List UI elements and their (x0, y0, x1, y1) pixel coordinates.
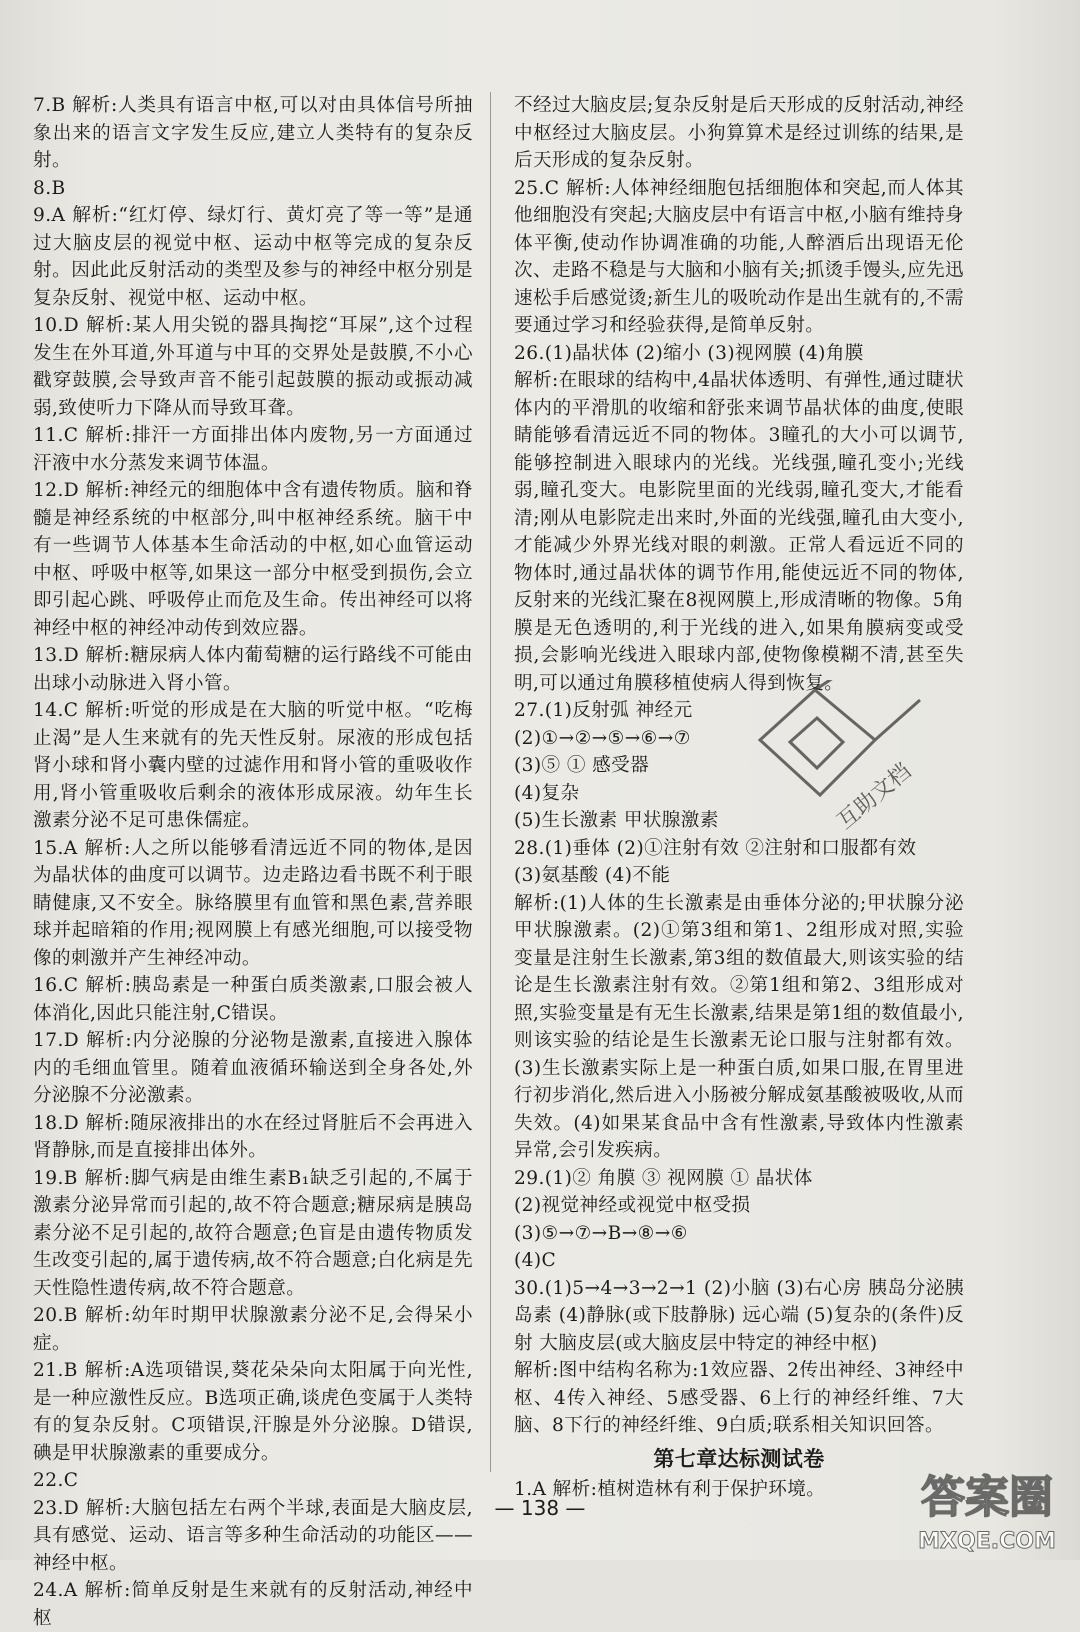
watermark-stamp-icon (735, 680, 935, 850)
stamp-text: 互助文档 (832, 758, 917, 835)
answer-item: 21.B 解析:A选项错误,葵花朵朵向太阳属于向光性,是一种应激性反应。B选项正确,谈虎色变属于人类特有的复杂反射。C项错误,汗腺是外分泌腺。D错误,碘是甲状腺激素的重要成分。 (33, 1360, 473, 1464)
answer-item: 25.C 解析:人体神经细胞包括细胞体和突起,而人体其他细胞没有突起;大脑皮层中有语言中枢,小脑有维持身体平衡,使动作协调准确的功能,人醉酒后出现语无伦次、走路不稳是与大脑和小脑有关;抓烫手馒头,应先迅速松手后感觉烫;新生儿的吸吮动作是出生就有的,不需要通过学习和经验获得,是简单反射。 (514, 177, 964, 336)
answer-item: 30.(1)5→4→3→2→1 (2)小脑 (3)右心房 胰岛分泌胰岛素 (4)静脉(或下肢静脉) 远心端 (5)复杂的(条件)反射 大脑皮层(或大脑皮层中特定的神经中枢) (514, 1277, 964, 1354)
chapter-title: 第七章达标测试卷 (653, 1446, 825, 1471)
answer-item: (4)C (514, 1250, 557, 1271)
answer-item: (5)生长激素 甲状腺激素 (514, 810, 719, 831)
answer-item: 29.(1)② 角膜 ③ 视网膜 ① 晶状体 (514, 1167, 813, 1189)
answer-item: (3)⑤→⑦→B→⑧→⑥ (514, 1222, 688, 1244)
answer-item: 解析:在眼球的结构中,4晶状体透明、有弹性,通过睫状体内的平滑肌的收缩和舒张来调节晶状体的曲度,使眼睛能够看清远近不同的物体。3瞳孔的大小可以调节,能够控制进入眼球内的光线。光线强,瞳孔变小;光线弱,瞳孔变大。电影院里面的光线弱,瞳孔变大,才能看清;刚从电影院走出来时,外面的光线强,瞳孔由大变小,才能减少外界光线对眼的刺激。正常人看远近不同的物体时,通过晶状体的调节作用,能使远近不同的物体,反射来的光线汇聚在8视网膜上,形成清晰的物像。5角膜是无色透明的,利于光线的进入,如果角膜病变或受损,会影响光线进入眼球内部,使物像模糊不清,甚至失明,可以通过角膜移植使病人得到恢复。 (514, 370, 964, 694)
answer-item: 24.A 解析:简单反射是生来就有的反射活动,神经中枢 (33, 1580, 473, 1629)
answer-item: 1.A 解析:植树造林有利于保护环境。 (514, 1478, 826, 1500)
answer-item: 10.D 解析:某人用尖锐的器具掏挖“耳屎”,这个过程发生在外耳道,外耳道与中耳的交界处是鼓膜,不小心戳穿鼓膜,会导致声音不能引起鼓膜的振动或振动减弱,致使听力下降从而导致耳聋。 (33, 315, 473, 419)
answer-item: 8.B (33, 177, 66, 199)
answer-item: 7.B 解析:人类具有语言中枢,可以对由具体信号所抽象出来的语言文字发生反应,建立人类特有的复杂反射。 (33, 95, 473, 171)
answer-item: 9.A 解析:“红灯停、绿灯行、黄灯亮了等一等”是通过大脑皮层的视觉中枢、运动中枢等完成的复杂反射。因此此反射活动的类型及参与的神经中枢分别是复杂反射、视觉中枢、运动中枢。 (33, 205, 473, 309)
answer-item: 15.A 解析:人之所以能够看清远近不同的物体,是因为晶状体的曲度可以调节。边走路边看书既不利于眼睛健康,又不安全。脉络膜里有血管和黑色素,营养眼球并起暗箱的作用;视网膜上有感光细胞,可以接受物像的刺激并产生神经冲动。 (33, 837, 473, 969)
answer-item: 27.(1)反射弧 神经元 (514, 700, 693, 721)
answer-item: (2)①→②→⑤→⑥→⑦ (514, 727, 691, 749)
answer-item: (3)⑤ ① 感受器 (514, 755, 650, 776)
logo-text: 答案圈 (921, 1472, 1053, 1523)
answer-item: 17.D 解析:内分泌腺的分泌物是激素,直接进入腺体内的毛细血管里。随着血液循环输送到全身各处,外分泌腺不分泌激素。 (33, 1030, 473, 1106)
answer-item: 22.C (33, 1470, 79, 1491)
answer-item: 20.B 解析:幼年时期甲状腺激素分泌不足,会得呆小症。 (33, 1305, 473, 1354)
left-column (33, 92, 473, 1632)
logo-subtext: MXQE.COM (918, 1529, 1056, 1554)
answer-item: 13.D 解析:糖尿病人体内葡萄糖的运行路线不可能由出球小动脉进入肾小管。 (33, 645, 473, 694)
answer-item: 解析:(1)人体的生长激素是由垂体分泌的;甲状腺分泌甲状腺激素。(2)①第3组和第1、2组形成对照,实验变量是注射生长激素,第3组的数值最大,则该实验的结论是生长激素注射有效。②第1组和第2、3组形成对照,实验变量是有无生长激素,结果是第1组的数值最小,则该实验的结论是生长激素无论口服与注射都有效。(3)生长激素实际上是一种蛋白质,如果口服,在胃里进行初步消化,然后进入小肠被分解成氨基酸被吸收,从而失效。(4)如果某食品中含有性激素,导致体内性激素异常,会引发疾病。 (514, 892, 964, 1161)
answer-item: 11.C 解析:排汗一方面排出体内废物,另一方面通过汗液中水分蒸发来调节体温。 (33, 425, 473, 474)
column-divider (490, 92, 491, 1472)
answer-item: 解析:图中结构名称为:1效应器、2传出神经、3神经中枢、4传入神经、5感受器、6上行的神经纤维、7大脑、8下行的神经纤维、9白质;联系相关知识回答。 (514, 1360, 964, 1436)
answer-item: 12.D 解析:神经元的细胞体中含有遗传物质。脑和脊髓是神经系统的中枢部分,叫中枢神经系统。脑干中有一些调节人体基本生命活动的中枢,如心血管运动中枢、呼吸中枢等,如果这一部分中枢受到损伤,会立即引起心跳、呼吸停止而危及生命。传出神经可以将神经中枢的神经冲动传到效应器。 (33, 480, 473, 639)
answer-item: (4)复杂 (514, 782, 580, 804)
answer-item: 19.B 解析:脚气病是由维生素B₁缺乏引起的,不属于激素分泌异常而引起的,故不符合题意;糖尿病是胰岛素分泌不足引起的,故符合题意;色盲是由遗传物质发生改变引起的,属于遗传病,故不符合题意;白化病是先天性隐性遗传病,故不符合题意。 (33, 1167, 473, 1299)
answer-item: 18.D 解析:随尿液排出的水在经过肾脏后不会再进入肾静脉,而是直接排出体外。 (33, 1112, 473, 1161)
answer-item: (2)视觉神经或视觉中枢受损 (514, 1195, 751, 1216)
answer-item: 不经过大脑皮层;复杂反射是后天形成的反射活动,神经中枢经过大脑皮层。小狗算算术是经过训练的结果,是后天形成的复杂反射。 (514, 95, 964, 171)
answer-item: (3)氨基酸 (4)不能 (514, 865, 671, 886)
answer-item: 28.(1)垂体 (2)①注射有效 ②注射和口服都有效 (514, 837, 917, 859)
answer-item: 16.C 解析:胰岛素是一种蛋白质类激素,口服会被人体消化,因此只能注射,C错误。 (33, 975, 473, 1024)
page-number: — 138 — (494, 1496, 586, 1520)
answer-item: 26.(1)晶状体 (2)缩小 (3)视网膜 (4)角膜 (514, 342, 864, 364)
answer-item: 23.D 解析:大脑包括左右两个半球,表面是大脑皮层,具有感觉、运动、语言等多种生命活动的功能区——神经中枢。 (33, 1497, 473, 1574)
site-logo-icon (902, 1460, 1072, 1556)
answer-item: 14.C 解析:听觉的形成是在大脑的听觉中枢。“吃梅止渴”是人生来就有的先天性反射。尿液的形成包括肾小球和肾小囊内壁的过滤作用和肾小管的重吸收作用,肾小管重吸收后剩余的液体形成尿液。幼年生长激素分泌不足可患侏儒症。 (33, 700, 473, 831)
